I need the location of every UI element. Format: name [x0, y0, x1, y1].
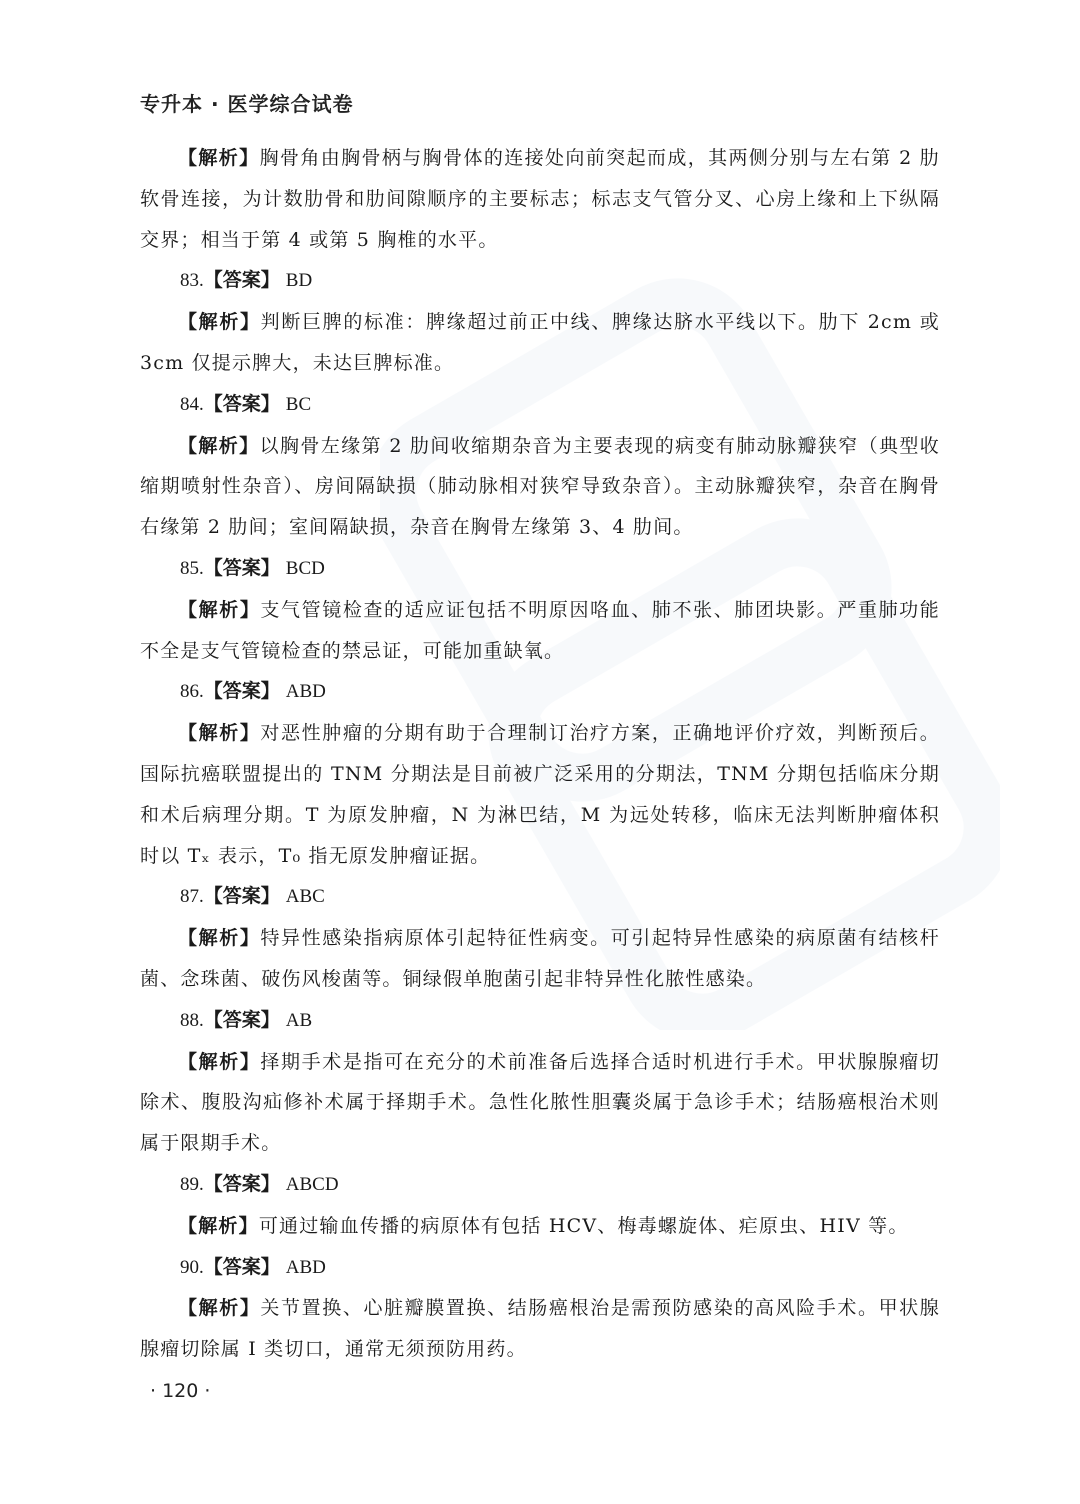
answer-value: ABD	[285, 1256, 326, 1278]
question-number: 87.	[180, 886, 204, 908]
answer-value: ABCD	[285, 1173, 339, 1195]
answer-line	[140, 384, 940, 426]
explanation-paragraph	[140, 918, 940, 1000]
answer-value: BD	[285, 270, 313, 292]
page-header: 专升本 · 医学综合试卷	[140, 92, 354, 116]
answer-label: 【答案】	[203, 1172, 280, 1195]
explanation-text: 择期手术是指可在充分的术前准备后选择合适时机进行手术。甲状腺腺瘤切除术、腹股沟疝修补术属于择期手术。急性化脓性胆囊炎属于急诊手术；结肠癌根治术则属于限期手术。	[140, 1050, 940, 1155]
answer-label: 【答案】	[203, 885, 280, 908]
explanation-label: 【解析】	[178, 147, 260, 169]
explanation-label: 【解析】	[178, 311, 261, 334]
answer-line	[140, 1164, 940, 1206]
explanation-paragraph	[140, 138, 940, 260]
answer-label: 【答案】	[203, 680, 280, 703]
question-number: 89.	[180, 1173, 204, 1195]
question-number: 88.	[180, 1009, 204, 1031]
answer-line	[140, 671, 940, 713]
answer-content	[140, 138, 940, 1370]
explanation-paragraph	[140, 1288, 940, 1370]
answer-line	[140, 1247, 940, 1289]
explanation-paragraph	[140, 590, 940, 672]
explanation-text: 可通过输血传播的病原体有包括 HCV、梅毒螺旋体、疟原虫、HIV 等。	[258, 1214, 909, 1237]
answer-line	[140, 260, 940, 302]
explanation-paragraph	[140, 302, 940, 384]
explanation-text: 以胸骨左缘第 2 肋间收缩期杂音为主要表现的病变有肺动脉瓣狭窄（典型收缩期喷射性杂音）、房间隔缺损（肺动脉相对狭窄导致杂音）。主动脉瓣狭窄，杂音在胸骨右缘第 2 肋间；室间隔缺损，杂音在胸骨左缘第 3、4 肋间。	[140, 434, 940, 539]
answer-value: BC	[285, 393, 312, 415]
explanation-paragraph	[140, 1206, 940, 1247]
explanation-text: 判断巨脾的标准：脾缘超过前正中线、脾缘达脐水平线以下。肋下 2cm 或 3cm 仅提示脾大，未达巨脾标准。	[140, 311, 940, 374]
explanation-paragraph	[140, 713, 940, 876]
answer-line	[140, 548, 940, 590]
explanation-label: 【解析】	[178, 434, 260, 457]
explanation-text: 特异性感染指病原体引起特征性病变。可引起特异性感染的病原菌有结核杆菌、念珠菌、破伤风梭菌等。铜绿假单胞菌引起非特异性化脓性感染。	[140, 927, 940, 990]
answer-label: 【答案】	[203, 269, 280, 292]
explanation-label: 【解析】	[178, 927, 261, 950]
question-number: 85.	[180, 557, 204, 579]
page-number: · 120 ·	[150, 1380, 211, 1402]
answer-line	[140, 876, 940, 918]
answer-value: BCD	[285, 557, 325, 579]
explanation-text: 胸骨角由胸骨柄与胸骨体的连接处向前突起而成，其两侧分别与左右第 2 肋软骨连接，为计数肋骨和肋间隙顺序的主要标志；标志支气管分叉、心房上缘和上下纵隔交界；相当于第 4 或第 5 胸椎的水平。	[140, 147, 940, 251]
explanation-text: 对恶性肿瘤的分期有助于合理制订治疗方案，正确地评价疗效，判断预后。国际抗癌联盟提出的 TNM 分期法是目前被广泛采用的分期法，TNM 分期包括临床分期和术后病理分期。T 为原发肿瘤，N 为淋巴结，M 为远处转移，临床无法判断肿瘤体积时以 Tₓ 表示，T₀ 指无原发肿瘤证据。	[140, 722, 940, 867]
explanation-text: 关节置换、心脏瓣膜置换、结肠癌根治是需预防感染的高风险手术。甲状腺腺瘤切除属 Ⅰ 类切口，通常无须预防用药。	[140, 1297, 940, 1361]
question-number: 84.	[180, 393, 204, 415]
explanation-label: 【解析】	[178, 1050, 261, 1073]
explanation-label: 【解析】	[178, 1297, 261, 1320]
answer-value: ABD	[285, 681, 326, 703]
answer-value: ABC	[285, 886, 325, 908]
question-number: 90.	[180, 1256, 204, 1278]
explanation-label: 【解析】	[178, 722, 261, 745]
answer-label: 【答案】	[203, 392, 280, 415]
answer-label: 【答案】	[203, 1008, 280, 1031]
question-number: 86.	[180, 681, 204, 703]
explanation-label: 【解析】	[178, 598, 261, 621]
explanation-paragraph	[140, 426, 940, 548]
answer-value: AB	[285, 1009, 313, 1031]
explanation-text: 支气管镜检查的适应证包括不明原因咯血、肺不张、肺团块影。严重肺功能不全是支气管镜检查的禁忌证，可能加重缺氧。	[140, 598, 940, 662]
explanation-paragraph	[140, 1042, 940, 1164]
explanation-label: 【解析】	[178, 1214, 259, 1237]
answer-label: 【答案】	[203, 1255, 280, 1278]
question-number: 83.	[180, 270, 204, 292]
answer-label: 【答案】	[203, 556, 280, 579]
answer-line	[140, 1000, 940, 1042]
